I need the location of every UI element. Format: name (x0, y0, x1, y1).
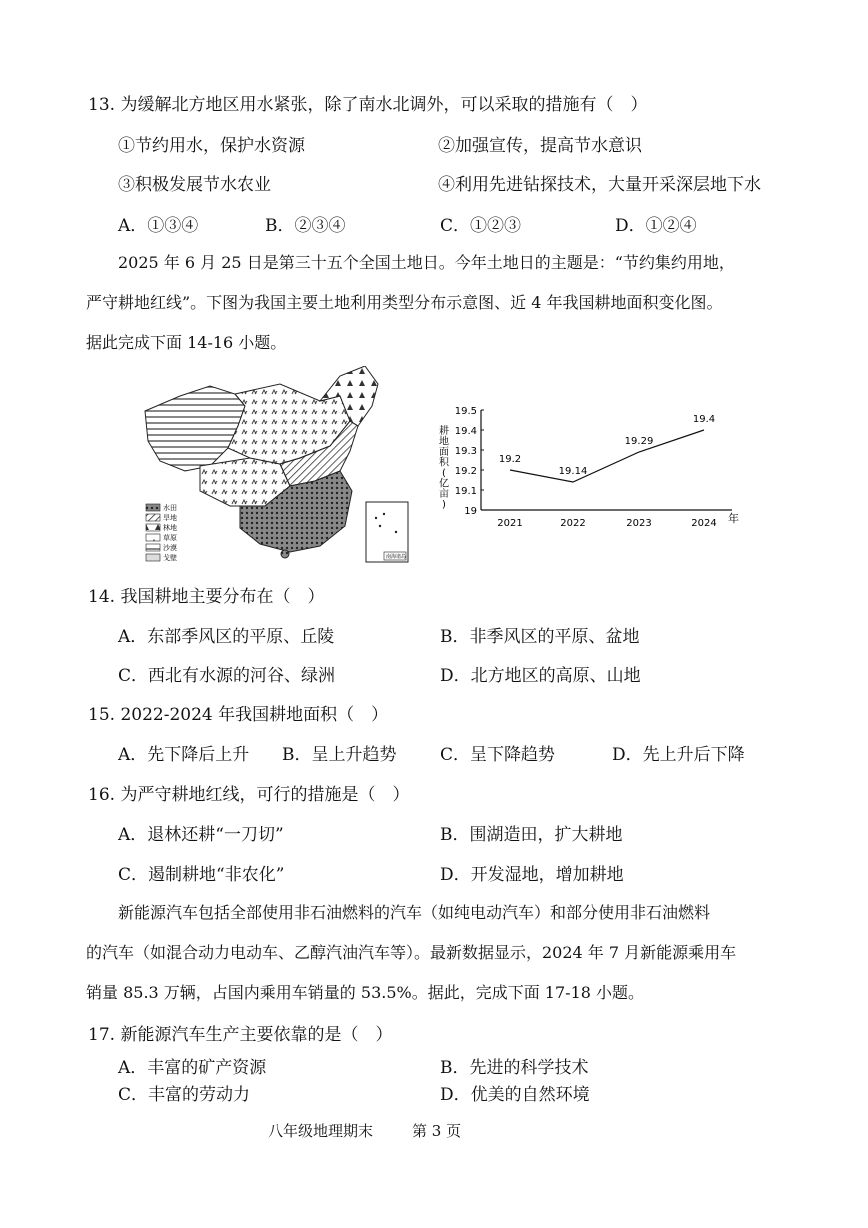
q14-stem: 14. 我国耕地主要分布在（ ） (88, 587, 325, 607)
q13-stem: 13. 为缓解北方地区用水紧张，除了南水北调外，可以采取的措施有（ ） (88, 95, 648, 115)
data-label: 19.29 (624, 436, 654, 447)
q15-option-b: B．呈上升趋势 (282, 745, 397, 765)
legend-grassland: 草原 (163, 534, 177, 542)
ylabel-char: ) (442, 499, 446, 511)
ylabel-char: 积 (439, 457, 449, 469)
q17-option-a: A．丰富的矿产资源 (118, 1058, 267, 1078)
x-tick-label: 2022 (560, 518, 586, 529)
farmland-area-chart (432, 398, 762, 532)
data-label: 19.14 (558, 466, 588, 477)
q16-option-c: C．遏制耕地“非农化” (118, 865, 285, 885)
q15-option-a: A．先下降后上升 (118, 745, 250, 765)
q16-option-a: A．退林还耕“一刀切” (118, 825, 284, 845)
q13-option-d: D．①②④ (615, 216, 697, 236)
y-tick-label: 19.1 (454, 486, 477, 497)
q15-option-d: D．先上升后下降 (612, 745, 745, 765)
x-tick-label: 2023 (626, 518, 652, 529)
land-use-map (140, 366, 416, 570)
x-tick-label: 2021 (497, 518, 523, 529)
q13-statement-1: ①节约用水，保护水资源 (118, 136, 305, 156)
y-tick-label: 19 (464, 506, 477, 517)
ylabel-char: 面 (439, 447, 449, 458)
intro2-line2: 的汽车（如混合动力电动车、乙醇汽油汽车等）。最新数据显示，2024 年 7 月新能源乘用车 (86, 943, 737, 962)
q14-option-d: D．北方地区的高原、山地 (440, 666, 641, 686)
legend-dryland: 旱地 (163, 514, 177, 522)
data-label: 19.2 (498, 454, 522, 465)
intro2-line1: 新能源汽车包括全部使用非石油燃料的汽车（如纯电动汽车）和部分使用非石油燃料 (118, 903, 711, 922)
q17-option-b: B．先进的科学技术 (440, 1058, 589, 1078)
y-tick-label: 19.5 (454, 406, 477, 417)
q16-option-d: D．开发湿地，增加耕地 (440, 865, 624, 885)
footer-page-number: 第 3 页 (412, 1122, 462, 1140)
q16-option-b: B．围湖造田，扩大耕地 (440, 825, 623, 845)
q17-option-c: C．丰富的劳动力 (118, 1085, 251, 1105)
y-tick-label: 19.2 (454, 466, 477, 477)
q13-option-a: A．①③④ (118, 216, 199, 236)
ylabel-char: 亩 (439, 489, 449, 500)
q13-statement-2: ②加强宣传，提高节水意识 (438, 136, 642, 156)
chart-ylabel (439, 424, 450, 511)
q16-stem: 16. 为严守耕地红线，可行的措施是（ ） (88, 785, 410, 805)
q17-stem: 17. 新能源汽车生产主要依靠的是（ ） (88, 1025, 393, 1045)
q13-option-b: B．②③④ (265, 216, 346, 236)
intro1-line3: 据此完成下面 14-16 小题。 (86, 333, 287, 352)
q15-stem: 15. 2022-2024 年我国耕地面积（ ） (88, 705, 389, 725)
data-labels (499, 414, 715, 477)
series-line (510, 430, 704, 482)
ylabel-char: 耕 (439, 426, 449, 437)
inset-label: 南海诸岛 (386, 554, 407, 560)
q14-option-a: A．东部季风区的平原、丘陵 (118, 627, 335, 647)
y-tick-labels (455, 406, 484, 517)
y-tick-label: 19.3 (454, 446, 477, 457)
q14-option-b: B．非季风区的平原、盆地 (440, 627, 640, 647)
footer-exam-name: 八年级地理期末 (268, 1122, 374, 1140)
ylabel-char: 地 (439, 436, 449, 448)
q17-option-d: D．优美的自然环境 (440, 1085, 590, 1105)
legend-gobi: 戈壁 (163, 554, 177, 562)
q14-option-c: C．西北有水源的河谷、绿洲 (118, 666, 336, 686)
x-unit-label: 年 (728, 512, 739, 525)
x-tick-labels (497, 518, 716, 529)
y-tick-label: 19.4 (454, 426, 477, 437)
ylabel-char: 亿 (439, 478, 449, 490)
q13-statement-4: ④利用先进钻探技术，大量开采深层地下水 (438, 175, 761, 195)
q13-statement-3: ③积极发展节水农业 (118, 175, 271, 195)
data-label: 19.4 (692, 414, 716, 425)
q13-option-c: C．①②③ (440, 216, 522, 236)
intro2-line3: 销量 85.3 万辆，占国内乘用车销量的 53.5%。据此，完成下面 17-18 小题。 (86, 983, 645, 1002)
intro1-line2: 严守耕地红线”。下图为我国主要土地利用类型分布示意图、近 4 年我国耕地面积变化图。 (86, 293, 723, 312)
q15-option-c: C．呈下降趋势 (440, 745, 556, 765)
intro1-line1: 2025 年 6 月 25 日是第三十五个全国土地日。今年土地日的主题是：“节约集约用地， (118, 253, 735, 272)
legend-desert: 沙漠 (163, 544, 177, 552)
ylabel-char: ( (442, 468, 446, 479)
x-tick-label: 2024 (691, 518, 717, 529)
legend-paddy: 水田 (163, 504, 177, 512)
legend-forest: 林地 (163, 524, 177, 532)
